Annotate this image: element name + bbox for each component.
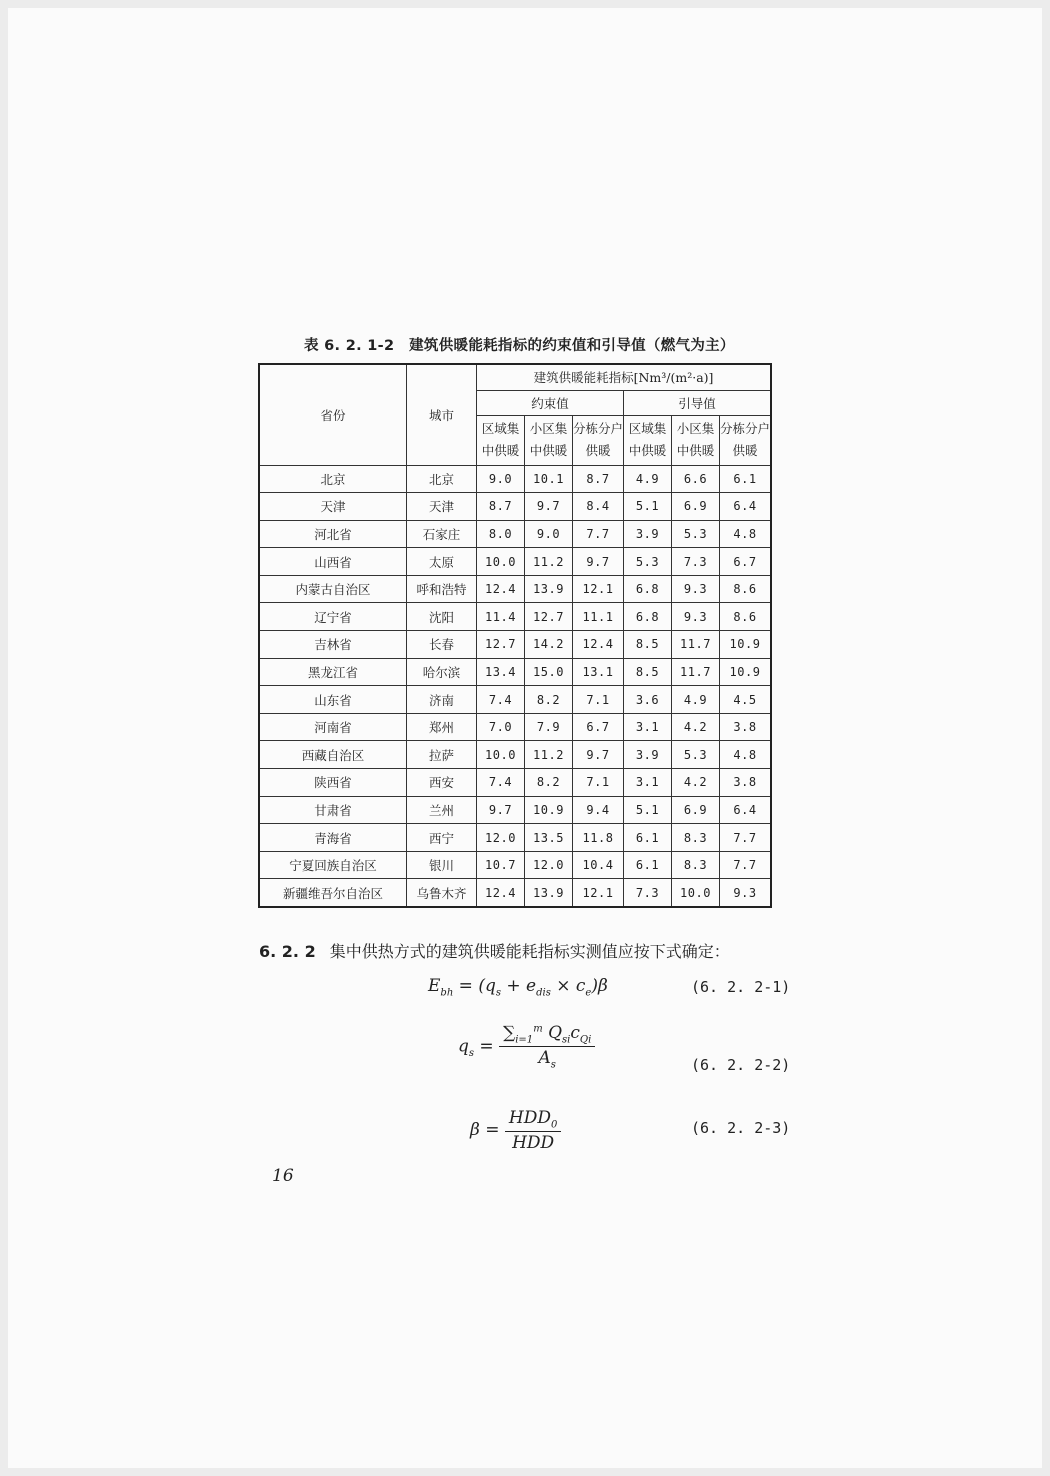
energy-index-table bbox=[258, 363, 772, 908]
header-constraint: 约束值 bbox=[477, 390, 624, 415]
value-cell: 5.3 bbox=[624, 548, 672, 576]
header-col-4: 小区集中供暖 bbox=[672, 415, 720, 465]
province-cell: 山西省 bbox=[259, 548, 407, 576]
value-cell: 6.7 bbox=[720, 548, 772, 576]
page-number: 16 bbox=[272, 1166, 294, 1186]
city-cell: 呼和浩特 bbox=[407, 575, 477, 603]
value-cell: 8.2 bbox=[525, 769, 573, 797]
value-cell: 3.1 bbox=[624, 769, 672, 797]
province-cell: 天津 bbox=[259, 493, 407, 521]
value-cell: 12.4 bbox=[573, 631, 624, 659]
value-cell: 10.9 bbox=[720, 631, 772, 659]
value-cell: 6.9 bbox=[672, 796, 720, 824]
value-cell: 10.0 bbox=[672, 879, 720, 907]
value-cell: 3.9 bbox=[624, 741, 672, 769]
section-text: 集中供热方式的建筑供暖能耗指标实测值应按下式确定： bbox=[329, 942, 730, 961]
table-row bbox=[259, 520, 771, 548]
city-cell: 拉萨 bbox=[407, 741, 477, 769]
value-cell: 6.1 bbox=[624, 851, 672, 879]
value-cell: 10.1 bbox=[525, 465, 573, 493]
city-cell: 西安 bbox=[407, 769, 477, 797]
equation-1: $E_{bh} = (q_s + e_{dis} \times c_e)\beta$ bbox=[428, 976, 608, 999]
table-row bbox=[259, 879, 771, 907]
header-province: 省份 bbox=[259, 364, 407, 465]
value-cell: 6.4 bbox=[720, 796, 772, 824]
value-cell: 6.6 bbox=[672, 465, 720, 493]
value-cell: 7.3 bbox=[672, 548, 720, 576]
header-index: 建筑供暖能耗指标[Nm³/(m²·a)] bbox=[477, 364, 772, 390]
value-cell: 10.7 bbox=[477, 851, 525, 879]
value-cell: 4.2 bbox=[672, 769, 720, 797]
value-cell: 6.4 bbox=[720, 493, 772, 521]
province-cell: 新疆维吾尔自治区 bbox=[259, 879, 407, 907]
value-cell: 6.8 bbox=[624, 603, 672, 631]
city-cell: 北京 bbox=[407, 465, 477, 493]
table-row bbox=[259, 493, 771, 521]
value-cell: 6.7 bbox=[573, 713, 624, 741]
table-row bbox=[259, 796, 771, 824]
value-cell: 10.0 bbox=[477, 548, 525, 576]
province-cell: 甘肃省 bbox=[259, 796, 407, 824]
header-col-5: 分栋分户供暖 bbox=[720, 415, 772, 465]
header-col-0: 区域集中供暖 bbox=[477, 415, 525, 465]
value-cell: 8.2 bbox=[525, 686, 573, 714]
province-cell: 黑龙江省 bbox=[259, 658, 407, 686]
value-cell: 8.4 bbox=[573, 493, 624, 521]
value-cell: 5.3 bbox=[672, 520, 720, 548]
value-cell: 5.3 bbox=[672, 741, 720, 769]
value-cell: 9.7 bbox=[573, 548, 624, 576]
value-cell: 6.1 bbox=[624, 824, 672, 852]
value-cell: 5.1 bbox=[624, 796, 672, 824]
city-cell: 乌鲁木齐 bbox=[407, 879, 477, 907]
value-cell: 14.2 bbox=[525, 631, 573, 659]
equation-3: β = $\frac{HDD_0}{\text{HDD}}$ bbox=[470, 1108, 561, 1153]
value-cell: 12.4 bbox=[477, 575, 525, 603]
header-col-3: 区域集中供暖 bbox=[624, 415, 672, 465]
province-cell: 辽宁省 bbox=[259, 603, 407, 631]
value-cell: 8.7 bbox=[477, 493, 525, 521]
equation-3-number: (6. 2. 2-3) bbox=[691, 1119, 791, 1137]
header-city: 城市 bbox=[407, 364, 477, 465]
table-row bbox=[259, 824, 771, 852]
province-cell: 吉林省 bbox=[259, 631, 407, 659]
value-cell: 8.3 bbox=[672, 851, 720, 879]
table-row bbox=[259, 465, 771, 493]
value-cell: 7.9 bbox=[525, 713, 573, 741]
value-cell: 7.7 bbox=[573, 520, 624, 548]
value-cell: 11.2 bbox=[525, 741, 573, 769]
header-col-1: 小区集中供暖 bbox=[525, 415, 573, 465]
value-cell: 9.3 bbox=[672, 575, 720, 603]
value-cell: 4.2 bbox=[672, 713, 720, 741]
value-cell: 8.6 bbox=[720, 603, 772, 631]
value-cell: 11.4 bbox=[477, 603, 525, 631]
value-cell: 9.0 bbox=[525, 520, 573, 548]
city-cell: 郑州 bbox=[407, 713, 477, 741]
value-cell: 12.7 bbox=[525, 603, 573, 631]
value-cell: 7.7 bbox=[720, 851, 772, 879]
value-cell: 12.1 bbox=[573, 575, 624, 603]
table-row bbox=[259, 548, 771, 576]
value-cell: 3.8 bbox=[720, 713, 772, 741]
table-row bbox=[259, 658, 771, 686]
province-cell: 陕西省 bbox=[259, 769, 407, 797]
value-cell: 9.3 bbox=[672, 603, 720, 631]
value-cell: 4.9 bbox=[672, 686, 720, 714]
province-cell: 宁夏回族自治区 bbox=[259, 851, 407, 879]
value-cell: 3.8 bbox=[720, 769, 772, 797]
city-cell: 哈尔滨 bbox=[407, 658, 477, 686]
value-cell: 8.3 bbox=[672, 824, 720, 852]
table-row bbox=[259, 769, 771, 797]
value-cell: 7.3 bbox=[624, 879, 672, 907]
value-cell: 7.1 bbox=[573, 769, 624, 797]
province-cell: 内蒙古自治区 bbox=[259, 575, 407, 603]
value-cell: 10.9 bbox=[525, 796, 573, 824]
value-cell: 8.0 bbox=[477, 520, 525, 548]
header-guide: 引导值 bbox=[624, 390, 772, 415]
value-cell: 10.0 bbox=[477, 741, 525, 769]
value-cell: 11.7 bbox=[672, 631, 720, 659]
value-cell: 13.5 bbox=[525, 824, 573, 852]
table-row bbox=[259, 851, 771, 879]
value-cell: 11.2 bbox=[525, 548, 573, 576]
value-cell: 10.9 bbox=[720, 658, 772, 686]
value-cell: 3.1 bbox=[624, 713, 672, 741]
table-row bbox=[259, 631, 771, 659]
equation-2-number: (6. 2. 2-2) bbox=[691, 1056, 791, 1074]
value-cell: 8.7 bbox=[573, 465, 624, 493]
value-cell: 13.4 bbox=[477, 658, 525, 686]
section-number: 6. 2. 2 bbox=[259, 942, 316, 961]
value-cell: 9.0 bbox=[477, 465, 525, 493]
equation-1-number: (6. 2. 2-1) bbox=[691, 978, 791, 996]
value-cell: 6.1 bbox=[720, 465, 772, 493]
value-cell: 13.9 bbox=[525, 879, 573, 907]
city-cell: 西宁 bbox=[407, 824, 477, 852]
table-row bbox=[259, 686, 771, 714]
value-cell: 12.0 bbox=[477, 824, 525, 852]
value-cell: 6.8 bbox=[624, 575, 672, 603]
value-cell: 11.8 bbox=[573, 824, 624, 852]
value-cell: 3.9 bbox=[624, 520, 672, 548]
value-cell: 15.0 bbox=[525, 658, 573, 686]
table-caption: 表 6. 2. 1-2 建筑供暖能耗指标的约束值和引导值（燃气为主） bbox=[304, 338, 735, 354]
value-cell: 8.5 bbox=[624, 631, 672, 659]
value-cell: 6.9 bbox=[672, 493, 720, 521]
value-cell: 7.4 bbox=[477, 769, 525, 797]
table-row bbox=[259, 741, 771, 769]
value-cell: 12.4 bbox=[477, 879, 525, 907]
value-cell: 7.4 bbox=[477, 686, 525, 714]
city-cell: 银川 bbox=[407, 851, 477, 879]
city-cell: 太原 bbox=[407, 548, 477, 576]
value-cell: 4.5 bbox=[720, 686, 772, 714]
value-cell: 9.7 bbox=[477, 796, 525, 824]
city-cell: 兰州 bbox=[407, 796, 477, 824]
value-cell: 9.4 bbox=[573, 796, 624, 824]
city-cell: 济南 bbox=[407, 686, 477, 714]
city-cell: 长春 bbox=[407, 631, 477, 659]
city-cell: 石家庄 bbox=[407, 520, 477, 548]
table-row bbox=[259, 713, 771, 741]
value-cell: 8.5 bbox=[624, 658, 672, 686]
value-cell: 5.1 bbox=[624, 493, 672, 521]
value-cell: 3.6 bbox=[624, 686, 672, 714]
value-cell: 13.9 bbox=[525, 575, 573, 603]
document-page bbox=[8, 8, 1042, 1468]
value-cell: 7.1 bbox=[573, 686, 624, 714]
value-cell: 11.7 bbox=[672, 658, 720, 686]
value-cell: 9.7 bbox=[573, 741, 624, 769]
value-cell: 12.1 bbox=[573, 879, 624, 907]
value-cell: 12.0 bbox=[525, 851, 573, 879]
value-cell: 11.1 bbox=[573, 603, 624, 631]
table-row bbox=[259, 575, 771, 603]
value-cell: 12.7 bbox=[477, 631, 525, 659]
value-cell: 10.4 bbox=[573, 851, 624, 879]
province-cell: 山东省 bbox=[259, 686, 407, 714]
header-col-2: 分栋分户供暖 bbox=[573, 415, 624, 465]
value-cell: 7.0 bbox=[477, 713, 525, 741]
section-6-2-2 bbox=[259, 939, 730, 962]
province-cell: 青海省 bbox=[259, 824, 407, 852]
value-cell: 4.8 bbox=[720, 741, 772, 769]
value-cell: 13.1 bbox=[573, 658, 624, 686]
province-cell: 河北省 bbox=[259, 520, 407, 548]
province-cell: 北京 bbox=[259, 465, 407, 493]
value-cell: 9.3 bbox=[720, 879, 772, 907]
province-cell: 西藏自治区 bbox=[259, 741, 407, 769]
city-cell: 沈阳 bbox=[407, 603, 477, 631]
province-cell: 河南省 bbox=[259, 713, 407, 741]
city-cell: 天津 bbox=[407, 493, 477, 521]
value-cell: 9.7 bbox=[525, 493, 573, 521]
value-cell: 7.7 bbox=[720, 824, 772, 852]
equation-2: $q_s$ = $\frac{\sum_{i=1}^m Q_{si}c_{Qi}}{A_s}$ bbox=[458, 1023, 595, 1071]
value-cell: 8.6 bbox=[720, 575, 772, 603]
table-row bbox=[259, 603, 771, 631]
value-cell: 4.9 bbox=[624, 465, 672, 493]
value-cell: 4.8 bbox=[720, 520, 772, 548]
